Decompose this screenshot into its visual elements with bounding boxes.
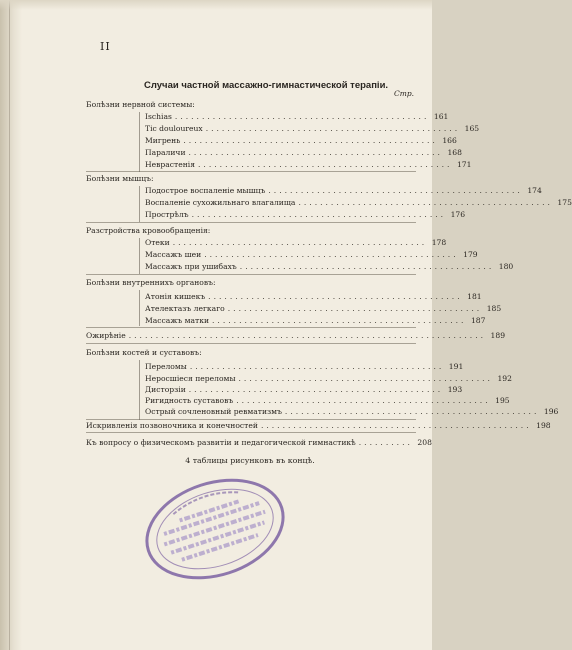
section-divider — [86, 327, 416, 328]
toc-entry: Воспаленіе сухожильнаго влагалища ............................................... 175 — [145, 198, 572, 207]
toc-entry: Массажъ при ушибахъ ............................................... 180 — [145, 262, 514, 271]
toc-entry-physical-education: Къ вопросу о физическомъ развитіи и педагогической гимнастикѣ .......... 208 — [86, 438, 432, 447]
section-bracket — [139, 290, 140, 326]
section-heading-nervous-system: Болѣзни нервной системы: — [86, 100, 195, 109]
section-divider — [86, 343, 416, 344]
page-column-label: Стр. — [394, 89, 415, 98]
section-divider — [86, 432, 416, 433]
section-divider — [86, 419, 416, 420]
toc-entry: Ischias ............................................... 161 — [145, 112, 449, 121]
top-edge-shadow — [0, 0, 432, 10]
toc-entry: Подострое воспаленіе мышцъ ............................................... 174 — [145, 186, 542, 195]
toc-entry: Ателектазъ легкаго ............................................... 185 — [145, 304, 502, 313]
section-heading-muscles: Болѣзни мышцъ: — [86, 174, 154, 183]
page-number: II — [100, 40, 111, 53]
section-bracket — [139, 112, 140, 172]
toc-entry-spine-curvature: Искривленія позвоночника и конечностей .................................................. 198 — [86, 421, 551, 430]
toc-entry: Атонія кишекъ ............................................... 181 — [145, 292, 482, 301]
section-heading-bones-joints: Болѣзни костей и суставовъ: — [86, 348, 202, 357]
section-divider — [86, 222, 416, 223]
toc-entry-obesity: Ожирѣніе .................................................................. 189 — [86, 331, 506, 340]
toc-entry: Отеки ............................................... 178 — [145, 238, 447, 247]
spine-edge-line — [9, 0, 10, 650]
toc-entry: Острый сочленовный ревматизмъ ............................................... 196 — [145, 407, 559, 416]
section-heading-circulation: Разстройства кровообращенія: — [86, 226, 211, 235]
section-bracket — [139, 360, 140, 420]
stamp-ink-text-marks — [159, 495, 272, 564]
toc-entry: Прострѣлъ ............................................... 176 — [145, 210, 466, 219]
section-bracket — [139, 238, 140, 274]
section-heading-internal-organs: Болѣзни внутреннихъ органовъ: — [86, 278, 216, 287]
section-bracket — [139, 186, 140, 222]
stamp-arc-text-marks — [171, 486, 240, 514]
section-divider — [86, 274, 416, 275]
toc-entry: Дисторзіи ............................................... 193 — [145, 385, 463, 394]
toc-entry: Параличи ............................................... 168 — [145, 148, 462, 157]
toc-entry: Ригидность суставовъ ............................................... 195 — [145, 396, 510, 405]
toc-entry: Мигрень ............................................... 166 — [145, 136, 457, 145]
section-divider — [86, 171, 416, 172]
toc-entry: Tic douloureux ............................................... 165 — [145, 124, 480, 133]
library-stamp — [140, 468, 290, 590]
page-title: Случаи частной массажно-гимнастической терапiи. — [144, 80, 389, 91]
toc-entry: Массажъ матки ............................................... 187 — [145, 316, 486, 325]
toc-entry: Переломы ............................................... 191 — [145, 362, 464, 371]
page-spine-shadow — [0, 0, 22, 650]
footer-note: 4 таблицы рисунковъ въ концѣ. — [185, 456, 315, 465]
toc-entry: Неврастенія ............................................... 171 — [145, 160, 472, 169]
toc-entry: Неросшіеся переломы ............................................... 192 — [145, 374, 512, 383]
toc-entry: Массажъ шеи ............................................... 179 — [145, 250, 478, 259]
